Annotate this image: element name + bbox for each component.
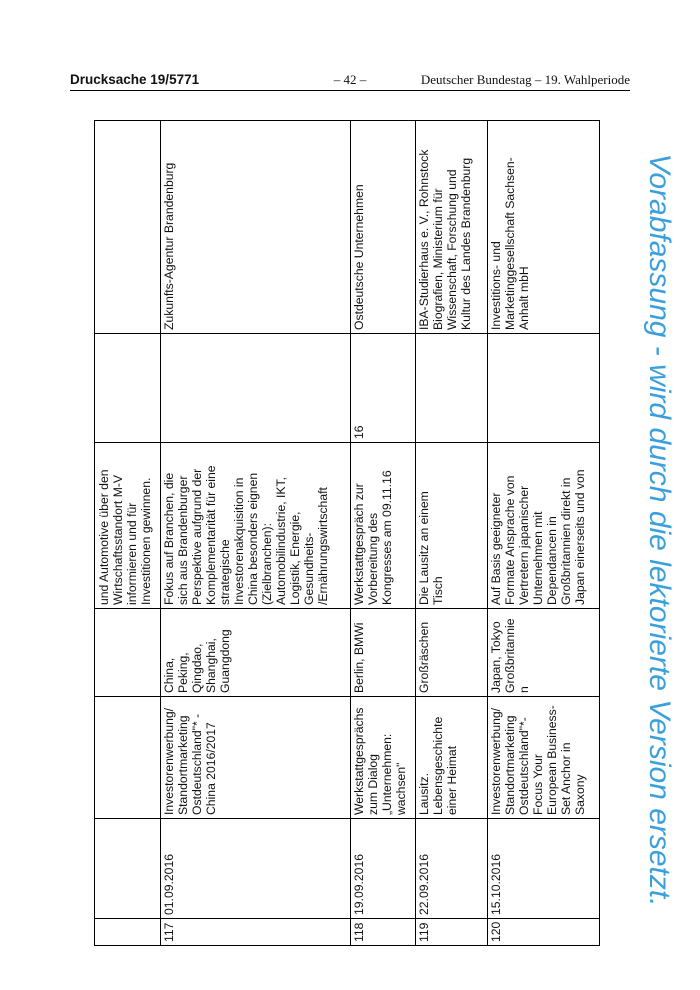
cell-text	[162, 708, 218, 815]
cell-line: Zukunfts-Agentur Brandenburg	[162, 162, 176, 330]
cell-line: Standortmarketing	[176, 715, 190, 815]
cell-text	[352, 623, 366, 693]
cell-line: Auf Basis geeigneter	[489, 492, 503, 605]
cell-line: (Zielbranchen):	[260, 523, 274, 605]
cell-line: Formate Ansprache von	[503, 475, 517, 605]
cell-line: 118	[352, 922, 366, 942]
cell-line: informieren und für	[125, 502, 139, 605]
cell-text	[162, 923, 176, 942]
cell-line: Großbritannien direkt in	[559, 477, 573, 605]
cell-line: Anhalt mbH	[517, 266, 531, 330]
cell-text	[417, 717, 459, 815]
cell-line: Japan einerseits und von	[573, 469, 587, 605]
cell-text	[417, 923, 431, 942]
document-number-value: 5771	[169, 72, 200, 87]
cell-text	[417, 150, 473, 330]
cell-line: Gesundheits-	[302, 532, 316, 605]
cell-text	[162, 163, 176, 330]
cell-line: Standortmarketing	[503, 715, 517, 815]
cell-line: Großbritannie	[503, 618, 517, 693]
cell-line: Qingdao,	[190, 643, 204, 693]
cell-line: Ostdeutschland"*-	[517, 717, 531, 815]
cell-text	[489, 922, 503, 942]
cell-line: Perspektive aufgrund der	[190, 468, 204, 605]
cell-line: einer Heimat	[445, 745, 459, 815]
cell-line: Kultur des Landes Brandenburg	[459, 157, 473, 330]
cell-line: 01.09.2016	[162, 854, 176, 915]
document-number-prefix: Drucksache 19/	[70, 72, 170, 87]
cell-line: China,	[162, 657, 176, 693]
cell-line: Kongresses am 09.11.16	[380, 470, 394, 605]
cell-text	[352, 923, 366, 942]
cell-line: Die Lausitz an einem	[417, 491, 431, 605]
cell-line: Investorenwerbung/	[489, 707, 503, 815]
cell-line: zum Dialog	[366, 754, 380, 815]
cell-line: Set Anchor in	[559, 742, 573, 815]
cell-line: strategische	[218, 539, 232, 605]
cell-line: wachsen"	[394, 762, 408, 815]
cell-text	[417, 491, 445, 605]
cell-text	[97, 469, 153, 605]
cell-text	[162, 854, 176, 915]
cell-line: Berlin, BMWi	[352, 622, 366, 693]
cell-line: 119	[417, 922, 431, 942]
cell-line: Investorenakquisition in	[232, 477, 246, 605]
cell-line: „Unternehmen:	[380, 733, 394, 815]
cell-text	[352, 708, 408, 815]
cell-line: Werkstattgesprächs	[352, 707, 366, 815]
cell-line: Unternehmen mit	[531, 511, 545, 605]
cell-line: Investitions- und	[489, 241, 503, 330]
cell-line: Guangdong	[218, 629, 232, 693]
cell-line: Wirtschaftsstandort M-V	[111, 474, 125, 605]
cell-line: Vertretern japanischer	[517, 485, 531, 605]
cell-line: Investitionen gewinnen.	[139, 477, 153, 605]
cell-line: Tisch	[431, 576, 445, 605]
cell-text	[489, 157, 531, 330]
cell-line: /Ernährungswirtschaft	[316, 487, 330, 605]
cell-text	[352, 425, 366, 439]
cell-line: Wissenschaft, Forschung und	[445, 169, 459, 330]
cell-text	[352, 854, 366, 915]
cell-line: Japan, Tokyo	[489, 621, 503, 693]
cell-line: Ostdeutschland"* -	[190, 713, 204, 815]
cell-line: Focus Your	[531, 754, 545, 815]
cell-line: n	[517, 686, 531, 693]
cell-line: 15.10.2016	[489, 854, 503, 915]
cell-text	[489, 705, 587, 815]
cell-line: 120	[489, 921, 503, 942]
cell-line: Marketinggesellschaft Sachsen-	[503, 157, 517, 330]
cell-text	[489, 618, 531, 693]
cell-text	[489, 469, 587, 605]
cell-line: Komplementarität für eine	[204, 465, 218, 605]
cell-line: Dependancen in	[545, 516, 559, 605]
cell-line: und Automotive über den	[97, 469, 111, 605]
cell-line: Automobilindustrie, IKT,	[274, 476, 288, 605]
cell-line: Saxony	[573, 774, 587, 815]
cell-line: Großräschen	[417, 621, 431, 693]
cell-line: Logistik, Energie,	[288, 511, 302, 605]
cell-text	[162, 465, 330, 605]
cell-line: 16	[352, 425, 366, 439]
cell-text	[162, 629, 232, 693]
cell-line: European Business-	[545, 705, 559, 815]
cell-line: Lebensgeschichte	[431, 716, 445, 815]
cell-text	[352, 184, 366, 330]
cell-line: Werkstattgespräch zur	[352, 483, 366, 605]
watermark-text: Vorabfassung - wird durch die lektorierte Version ersetzt.	[643, 153, 676, 907]
cell-text	[417, 622, 431, 693]
cell-line: Ostdeutsche Unternehmen	[352, 184, 366, 330]
cell-line: 22.09.2016	[417, 854, 431, 915]
cell-line: Fokus auf Branchen, die	[162, 472, 176, 605]
header-parliament: Deutscher Bundestag – 19. Wahlperiode	[420, 72, 630, 87]
cell-line: China besonders eignen	[246, 472, 260, 605]
cell-line: IBA-Studierhaus e. V., Rohnstock	[417, 149, 431, 330]
cell-line: sich aus Brandenburger	[176, 475, 190, 605]
cell-text	[417, 854, 431, 915]
cell-line: Lausitz.	[417, 772, 431, 815]
cell-text	[489, 854, 503, 915]
cell-line: Biografien, Ministerium für	[431, 188, 445, 330]
cell-line: 19.09.2016	[352, 854, 366, 915]
cell-line: 117	[162, 922, 176, 942]
cell-text	[352, 470, 394, 605]
cell-line: Investorenwerbung/	[162, 707, 176, 815]
cell-line: Vorbereitung des	[366, 512, 380, 605]
page-number: – 42 –	[333, 72, 367, 87]
cell-line: China 2016/2017	[204, 722, 218, 815]
cell-line: Peking,	[176, 652, 190, 693]
cell-line: Shanghai,	[204, 638, 218, 693]
